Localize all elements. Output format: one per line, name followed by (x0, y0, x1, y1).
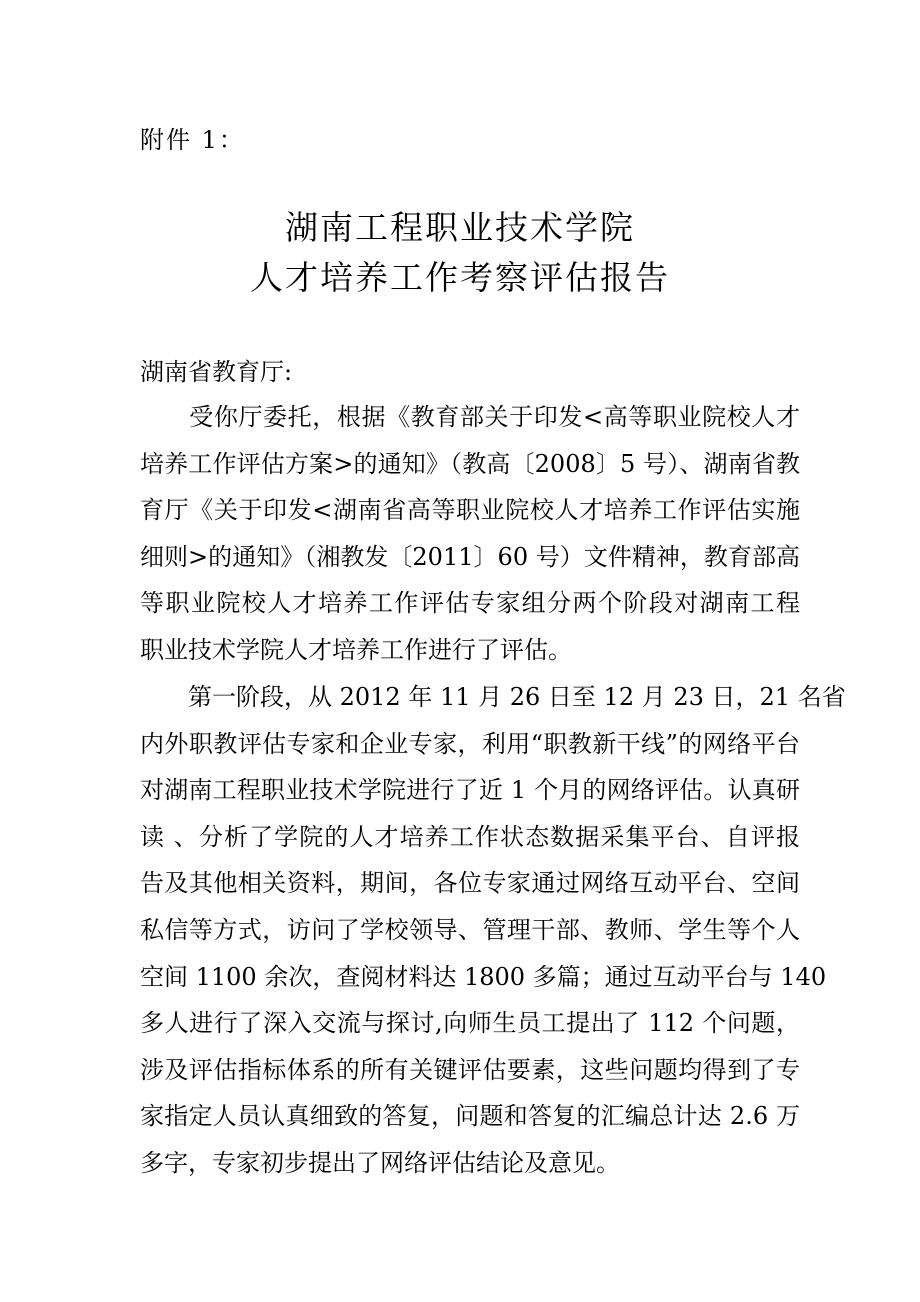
paragraph-line: 细则>的通知》（湘教发〔2011〕60 号）文件精神，教育部高 (140, 542, 800, 571)
paragraph-line: 培养工作评估方案>的通知》（教高〔2008〕5 号）、湖南省教 (140, 449, 800, 478)
title-line-2: 人才培养工作考察评估报告 (250, 258, 670, 297)
paragraph-line: 家指定人员认真细致的答复，问题和答复的汇编总计达 2.6 万 (140, 1102, 800, 1131)
paragraph-line: 职业技术学院人才培养工作进行了评估。 (140, 635, 572, 664)
paragraph-line: 多字，专家初步提出了网络评估结论及意见。 (140, 1148, 620, 1177)
paragraph-line: 内外职教评估专家和企业专家，利用“职教新干线”的网络平台 (140, 729, 800, 758)
paragraph-line: 涉及评估指标体系的所有关键评估要素，这些问题均得到了专 (140, 1055, 800, 1084)
paragraph-line: 多人进行了深入交流与探讨,向师生员工提出了 112 个问题， (140, 1009, 800, 1038)
title-line-1: 湖南工程职业技术学院 (285, 208, 635, 247)
paragraph-line: 等职业院校人才培养工作评估专家组分两个阶段对湖南工程 (140, 589, 800, 618)
paragraph-line: 对湖南工程职业技术学院进行了近 1 个月的网络评估。认真研 (140, 776, 800, 805)
paragraph-line: 告及其他相关资料，期间，各位专家通过网络互动平台、空间 (140, 869, 800, 898)
paragraph-2 (140, 674, 846, 1187)
paragraph-1 (140, 394, 800, 674)
paragraph-line: 空间 1100 余次，查阅材料达 1800 多篇；通过互动平台与 140 (140, 962, 827, 991)
paragraph-line: 受你厅委托，根据《教育部关于印发<高等职业院校人才 (140, 403, 800, 431)
paragraph-line: 私信等方式，访问了学校领导、管理干部、教师、学生等个人 (140, 915, 800, 944)
attachment-label: 附件 1： (140, 126, 245, 154)
paragraph-line: 读 、分析了学院的人才培养工作状态数据采集平台、自评报 (140, 822, 800, 851)
recipient: 湖南省教育厅: (140, 358, 293, 386)
paragraph-line: 第一阶段，从 2012 年 11 月 26 日至 12 月 23 日，21 名省 (140, 683, 846, 711)
paragraph-line: 育厅《关于印发<湖南省高等职业院校人才培养工作评估实施 (140, 496, 800, 525)
